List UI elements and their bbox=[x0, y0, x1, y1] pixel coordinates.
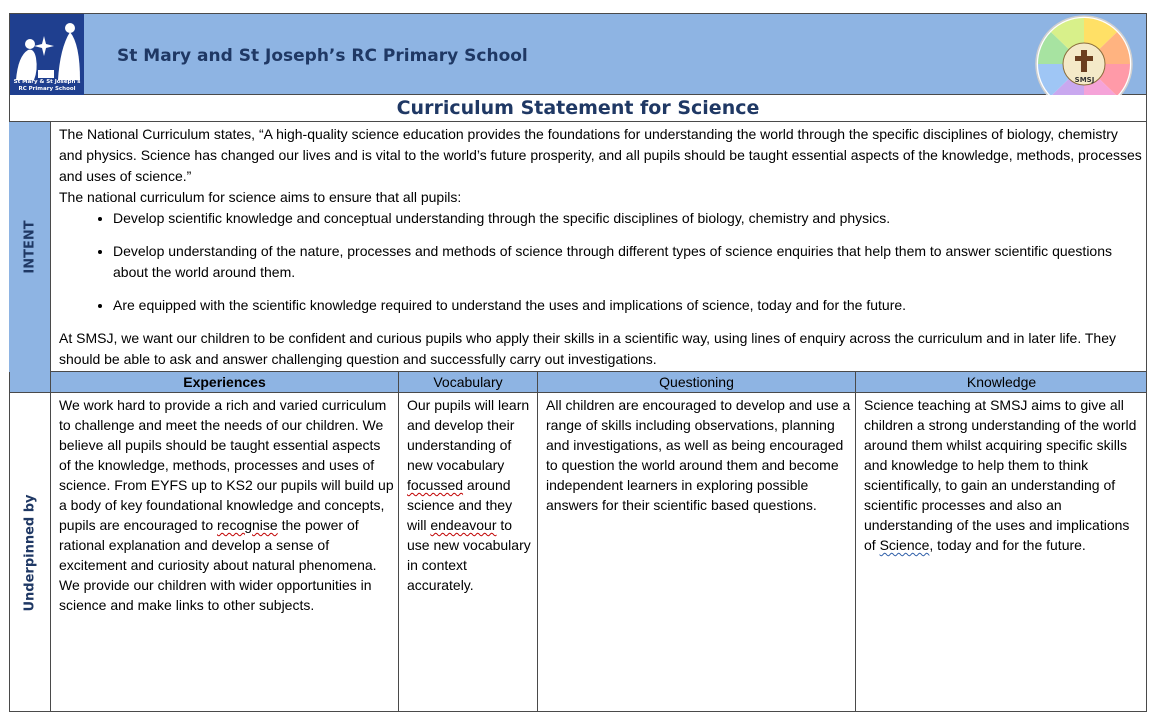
intent-bullet: • Are equipped with the scientific knowledge required to understand the uses and implications of science, today and for the future. bbox=[113, 295, 1143, 316]
intent-paragraph-3: At SMSJ, we want our children to be confident and curious pupils who apply their skills in a scientific way, using lines of enquiry across the curriculum and in later life. They should be able to ask and answer challenging question and successfully carry out investigations. bbox=[59, 330, 1116, 367]
knowledge-text: Science teaching at SMSJ aims to give all children a strong understanding of the world around them whilst acquiring specific skills and knowledge to help them to think scientifically, to gain an understanding of scientific processes and also an understanding of the uses and implications of Science, today and for the future. bbox=[864, 397, 1137, 553]
experiences-text: We work hard to provide a rich and varied curriculum to challenge and meet the needs of our children. We believe all pupils should be taught essential aspects of the knowledge, methods, processes and uses of science. From EYFS up to KS2 our pupils will build up a body of key foundational knowledge and concepts, pupils are encouraged to recognise the power of rational explanation and develop a sense of excitement and curiosity about natural phenomena. We provide our children with wider opportunities in science and make links to other subjects. bbox=[59, 397, 394, 613]
vocabulary-text: Our pupils will learn and develop their understanding of new vocabulary focussed around science and they will endeavour to use new vocabulary in context accurately. bbox=[407, 397, 531, 593]
intent-text bbox=[59, 124, 1143, 370]
questioning-text: All children are encouraged to develop and use a range of skills including observations, planning and investigations, as well as being encouraged to question the world around them and become independent learners in exploring possible answers for their scientific based questions. bbox=[546, 397, 851, 513]
intent-bullet: • Develop scientific knowledge and conceptual understanding through the specific disciplines of biology, chemistry and physics. bbox=[113, 208, 1143, 229]
school-name: St Mary and St Joseph’s RC Primary School bbox=[117, 46, 528, 66]
underpinned-label-cell bbox=[9, 393, 51, 712]
column-header-questioning: Questioning bbox=[538, 372, 856, 393]
intent-bullet: • Develop understanding of the nature, processes and methods of science through different types of science enquiries that help them to answer scientific questions about the world around them. bbox=[113, 241, 1143, 283]
school-logo bbox=[10, 14, 84, 96]
column-header-knowledge: Knowledge bbox=[966, 374, 1037, 390]
intent-label-cell bbox=[9, 122, 51, 372]
intent-label: INTENT bbox=[22, 220, 38, 274]
intent-paragraph-2: The national curriculum for science aims to ensure that all pupils: bbox=[59, 189, 462, 205]
intent-bullet-list bbox=[59, 208, 1143, 316]
intent-paragraph-1: The National Curriculum states, “A high-quality science education provides the foundations for understanding the world through the specific disciplines of biology, chemistry and physics. Science has changed our lives and is vital to the world’s future prosperity, and all pupils should be taught essential aspects of the knowledge, methods, processes and uses of science.” bbox=[59, 126, 1142, 184]
column-header-spacer bbox=[9, 372, 51, 393]
column-header-vocabulary: Vocabulary bbox=[399, 372, 538, 393]
page-title: Curriculum Statement for Science bbox=[396, 97, 760, 119]
badge-center-text: SMSJ bbox=[1074, 76, 1095, 84]
column-header-experiences: Experiences bbox=[51, 372, 399, 393]
underpinned-label: Underpinned by bbox=[22, 493, 37, 612]
logo-caption: St Mary & St Joseph's RC Primary School bbox=[13, 79, 81, 92]
